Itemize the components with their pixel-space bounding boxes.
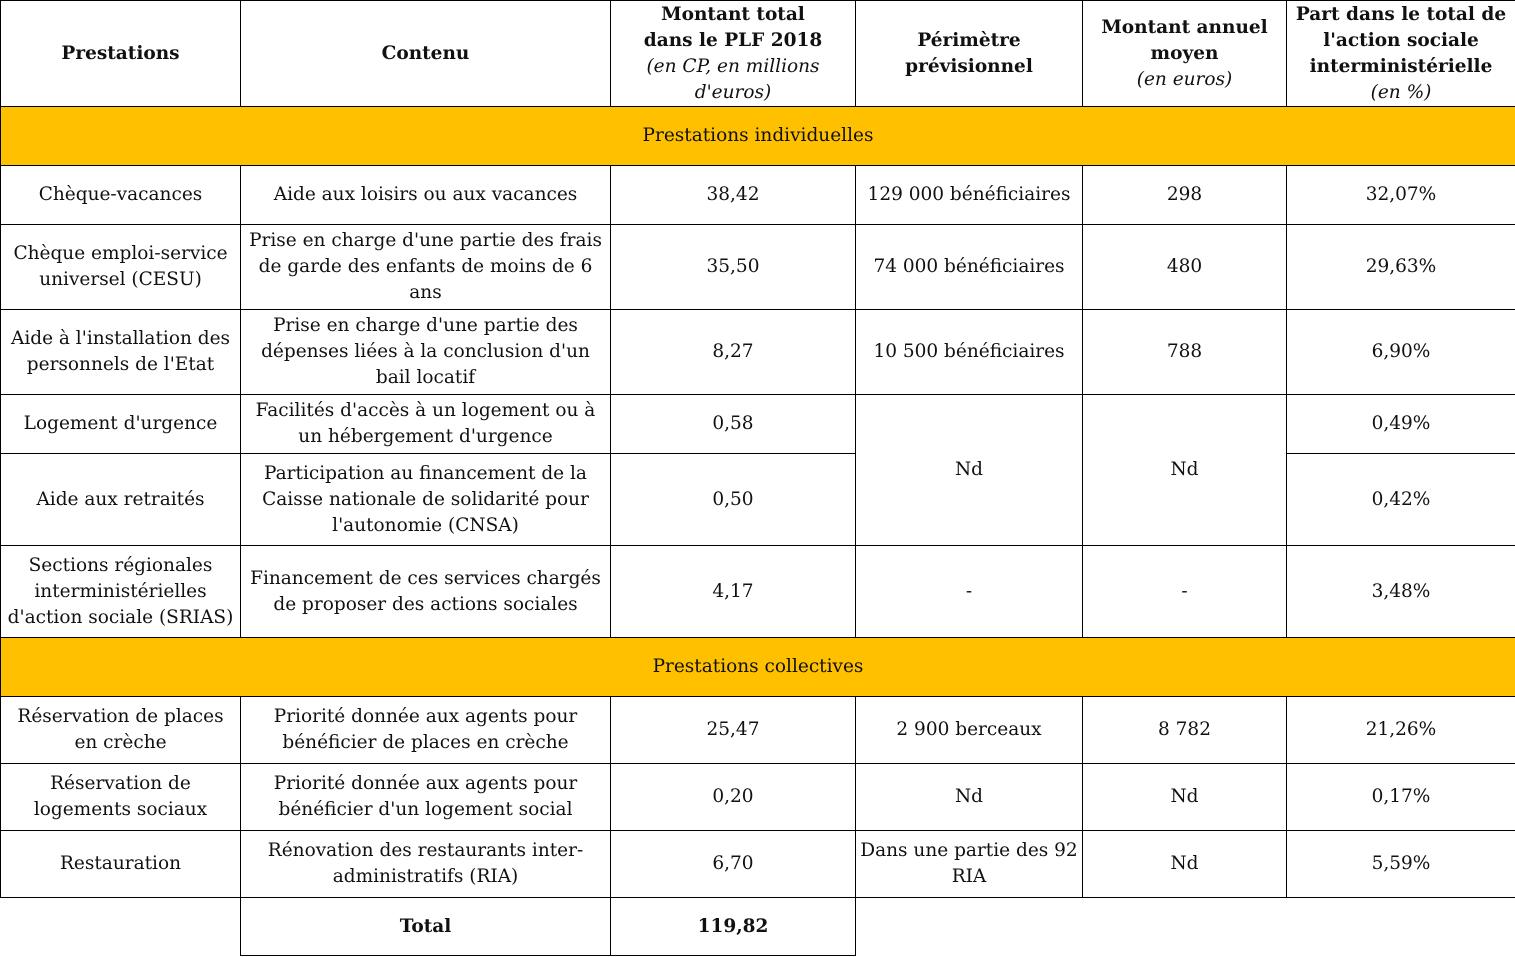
header-part-line2: l'action sociale bbox=[1323, 29, 1479, 51]
table-row bbox=[1, 454, 1515, 546]
cell-montant: 4,17 bbox=[611, 546, 856, 638]
cell-contenu: Rénovation des restaurants inter-administratifs (RIA) bbox=[241, 831, 611, 898]
cell-perimetre: Nd bbox=[856, 395, 1083, 546]
cell-prestation: Sections régionales interministérielles d'action sociale (SRIAS) bbox=[1, 546, 241, 638]
header-prestations: Prestations bbox=[1, 1, 241, 107]
table-row bbox=[1, 764, 1515, 831]
table-row bbox=[1, 831, 1515, 898]
cell-montant-annuel: 8 782 bbox=[1083, 697, 1287, 764]
cell-part: 0,49% bbox=[1287, 395, 1515, 454]
cell-montant: 6,70 bbox=[611, 831, 856, 898]
total-spacer-left bbox=[1, 898, 241, 956]
cell-part: 29,63% bbox=[1287, 225, 1515, 310]
table-row bbox=[1, 310, 1515, 395]
total-spacer-right bbox=[856, 898, 1515, 956]
cell-contenu: Prise en charge d'une partie des frais de garde des enfants de moins de 6 ans bbox=[241, 225, 611, 310]
cell-montant-annuel: 788 bbox=[1083, 310, 1287, 395]
cell-part: 0,17% bbox=[1287, 764, 1515, 831]
header-part bbox=[1287, 1, 1515, 107]
cell-perimetre: 10 500 bénéficiaires bbox=[856, 310, 1083, 395]
cell-montant: 25,47 bbox=[611, 697, 856, 764]
cell-part: 5,59% bbox=[1287, 831, 1515, 898]
header-montant-annuel-note: (en euros) bbox=[1136, 68, 1233, 90]
cell-part: 21,26% bbox=[1287, 697, 1515, 764]
header-montant-total-line2: dans le PLF 2018 bbox=[643, 29, 823, 51]
table-row bbox=[1, 395, 1515, 454]
cell-contenu: Prise en charge d'une partie des dépenses liées à la conclusion d'un bail locatif bbox=[241, 310, 611, 395]
cell-contenu: Aide aux loisirs ou aux vacances bbox=[241, 166, 611, 225]
section-row-collectives bbox=[1, 638, 1515, 697]
header-montant-total-note: (en CP, en millions d'euros) bbox=[646, 55, 820, 103]
cell-prestation: Chèque-vacances bbox=[1, 166, 241, 225]
cell-perimetre: Dans une partie des 92 RIA bbox=[856, 831, 1083, 898]
header-montant-total bbox=[611, 1, 856, 107]
header-montant-annuel bbox=[1083, 1, 1287, 107]
cell-montant-annuel: Nd bbox=[1083, 764, 1287, 831]
cell-montant: 35,50 bbox=[611, 225, 856, 310]
cell-prestation: Logement d'urgence bbox=[1, 395, 241, 454]
cell-montant: 0,58 bbox=[611, 395, 856, 454]
cell-perimetre: 74 000 bénéficiaires bbox=[856, 225, 1083, 310]
cell-perimetre: - bbox=[856, 546, 1083, 638]
cell-montant-annuel: - bbox=[1083, 546, 1287, 638]
cell-prestation: Chèque emploi-service universel (CESU) bbox=[1, 225, 241, 310]
header-montant-annuel-line2: moyen bbox=[1150, 42, 1219, 64]
cell-part: 6,90% bbox=[1287, 310, 1515, 395]
header-perimetre-line1: Périmètre bbox=[917, 29, 1021, 51]
cell-contenu: Priorité donnée aux agents pour bénéficier de places en crèche bbox=[241, 697, 611, 764]
table-row bbox=[1, 697, 1515, 764]
cell-montant: 0,20 bbox=[611, 764, 856, 831]
cell-prestation: Restauration bbox=[1, 831, 241, 898]
header-part-line3: interministérielle bbox=[1309, 55, 1493, 77]
header-montant-total-line1: Montant total bbox=[661, 3, 805, 25]
header-perimetre bbox=[856, 1, 1083, 107]
section-title-collectives: Prestations collectives bbox=[1, 638, 1515, 697]
table-row bbox=[1, 225, 1515, 310]
cell-prestation: Réservation de places en crèche bbox=[1, 697, 241, 764]
header-part-note: (en %) bbox=[1370, 81, 1432, 103]
total-label: Total bbox=[241, 898, 611, 956]
cell-part: 32,07% bbox=[1287, 166, 1515, 225]
cell-montant-annuel: 480 bbox=[1083, 225, 1287, 310]
header-row bbox=[1, 1, 1515, 107]
cell-prestation: Aide aux retraités bbox=[1, 454, 241, 546]
header-perimetre-line2: prévisionnel bbox=[905, 55, 1033, 77]
cell-prestation: Aide à l'installation des personnels de l'Etat bbox=[1, 310, 241, 395]
header-part-line1: Part dans le total de bbox=[1295, 3, 1507, 25]
header-contenu: Contenu bbox=[241, 1, 611, 107]
cell-montant-annuel: 298 bbox=[1083, 166, 1287, 225]
cell-contenu: Facilités d'accès à un logement ou à un hébergement d'urgence bbox=[241, 395, 611, 454]
cell-perimetre: 2 900 berceaux bbox=[856, 697, 1083, 764]
table-row bbox=[1, 166, 1515, 225]
cell-contenu: Financement de ces services chargés de proposer des actions sociales bbox=[241, 546, 611, 638]
cell-part: 0,42% bbox=[1287, 454, 1515, 546]
header-montant-annuel-line1: Montant annuel bbox=[1101, 16, 1268, 38]
cell-montant: 0,50 bbox=[611, 454, 856, 546]
section-title-individuelles: Prestations individuelles bbox=[1, 107, 1515, 166]
cell-part: 3,48% bbox=[1287, 546, 1515, 638]
cell-perimetre: 129 000 bénéficiaires bbox=[856, 166, 1083, 225]
cell-montant: 38,42 bbox=[611, 166, 856, 225]
total-row bbox=[1, 898, 1515, 956]
cell-contenu: Participation au financement de la Caisse nationale de solidarité pour l'autonomie (CNSA) bbox=[241, 454, 611, 546]
cell-montant: 8,27 bbox=[611, 310, 856, 395]
cell-perimetre: Nd bbox=[856, 764, 1083, 831]
cell-montant-annuel: Nd bbox=[1083, 395, 1287, 546]
table-row bbox=[1, 546, 1515, 638]
total-value: 119,82 bbox=[611, 898, 856, 956]
cell-prestation: Réservation de logements sociaux bbox=[1, 764, 241, 831]
cell-contenu: Priorité donnée aux agents pour bénéficier d'un logement social bbox=[241, 764, 611, 831]
cell-montant-annuel: Nd bbox=[1083, 831, 1287, 898]
section-row-individuelles bbox=[1, 107, 1515, 166]
